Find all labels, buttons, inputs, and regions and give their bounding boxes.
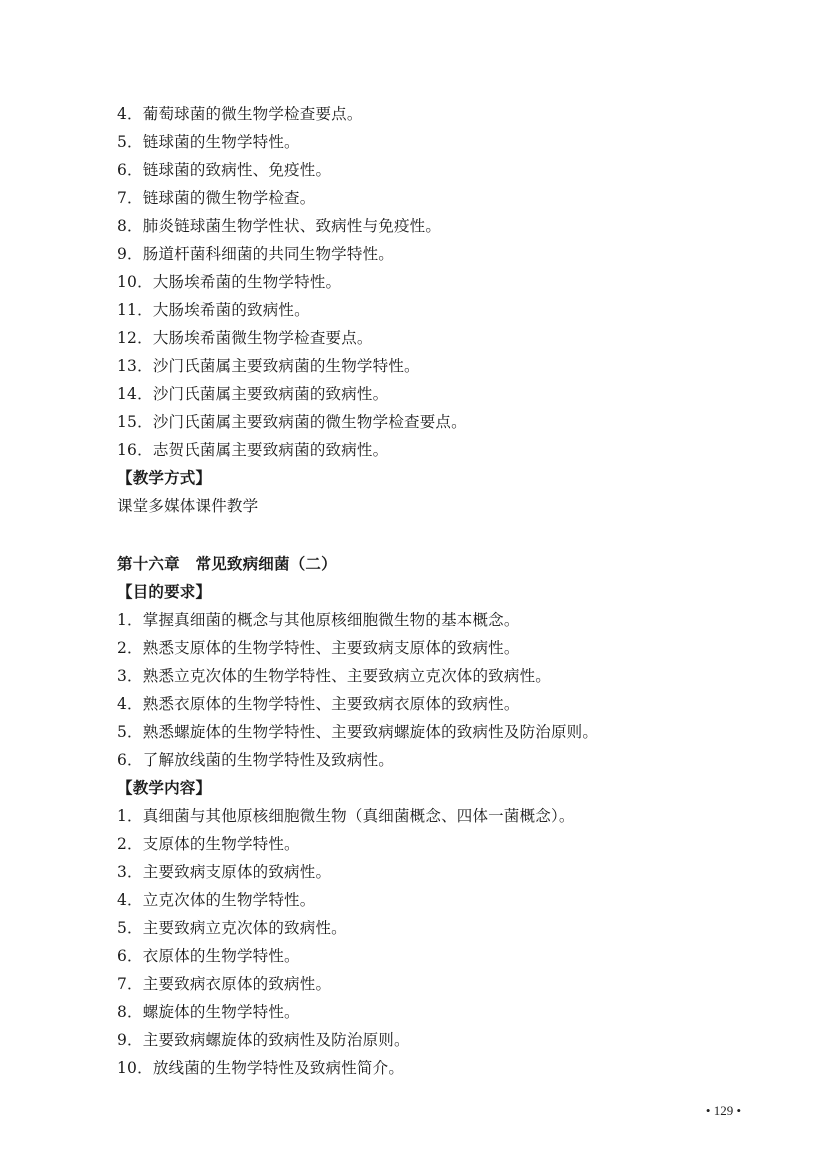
list-item: 4．立克次体的生物学特性。 <box>117 891 316 909</box>
list-item: 2．熟悉支原体的生物学特性、主要致病支原体的致病性。 <box>117 639 520 657</box>
list-item: 16．志贺氏菌属主要致病菌的致病性。 <box>117 441 389 459</box>
list-item: 6．了解放线菌的生物学特性及致病性。 <box>117 751 394 769</box>
list-item: 9．主要致病螺旋体的致病性及防治原则。 <box>117 1031 410 1049</box>
list-item: 5．链球菌的生物学特性。 <box>117 133 300 151</box>
objectives-list <box>117 606 757 774</box>
list-item: 1．掌握真细菌的概念与其他原核细胞微生物的基本概念。 <box>117 611 520 629</box>
teaching-method-text: 课堂多媒体课件教学 <box>117 497 259 515</box>
document-body <box>117 100 757 1082</box>
prev-content-list <box>117 100 757 464</box>
section-spacer <box>117 520 757 550</box>
objectives-heading: 【目的要求】 <box>117 583 212 601</box>
list-item: 8．螺旋体的生物学特性。 <box>117 1003 300 1021</box>
list-item: 10．大肠埃希菌的生物学特性。 <box>117 273 342 291</box>
list-item: 1．真细菌与其他原核细胞微生物（真细菌概念、四体一菌概念）。 <box>117 807 575 825</box>
page-number: • 129 • <box>705 1103 741 1118</box>
list-item: 14．沙门氏菌属主要致病菌的致病性。 <box>117 385 389 403</box>
list-item: 6．衣原体的生物学特性。 <box>117 947 300 965</box>
content-heading: 【教学内容】 <box>117 779 212 797</box>
list-item: 9．肠道杆菌科细菌的共同生物学特性。 <box>117 245 394 263</box>
list-item: 4．熟悉衣原体的生物学特性、主要致病衣原体的致病性。 <box>117 695 520 713</box>
list-item: 3．熟悉立克次体的生物学特性、主要致病立克次体的致病性。 <box>117 667 551 685</box>
list-item: 15．沙门氏菌属主要致病菌的微生物学检查要点。 <box>117 413 467 431</box>
list-item: 8．肺炎链球菌生物学性状、致病性与免疫性。 <box>117 217 442 235</box>
list-item: 6．链球菌的致病性、免疫性。 <box>117 161 332 179</box>
list-item: 3．主要致病支原体的致病性。 <box>117 863 332 881</box>
content-list <box>117 802 757 1082</box>
list-item: 11．大肠埃希菌的致病性。 <box>117 301 310 319</box>
list-item: 10．放线菌的生物学特性及致病性简介。 <box>117 1059 405 1077</box>
chapter-title: 第十六章 常见致病细菌（二） <box>117 555 337 573</box>
list-item: 4．葡萄球菌的微生物学检查要点。 <box>117 105 363 123</box>
teaching-method-heading: 【教学方式】 <box>117 469 212 487</box>
list-item: 7．主要致病衣原体的致病性。 <box>117 975 332 993</box>
list-item: 12．大肠埃希菌微生物学检查要点。 <box>117 329 373 347</box>
list-item: 7．链球菌的微生物学检查。 <box>117 189 316 207</box>
list-item: 5．主要致病立克次体的致病性。 <box>117 919 347 937</box>
list-item: 5．熟悉螺旋体的生物学特性、主要致病螺旋体的致病性及防治原则。 <box>117 723 599 741</box>
list-item: 2．支原体的生物学特性。 <box>117 835 300 853</box>
list-item: 13．沙门氏菌属主要致病菌的生物学特性。 <box>117 357 420 375</box>
